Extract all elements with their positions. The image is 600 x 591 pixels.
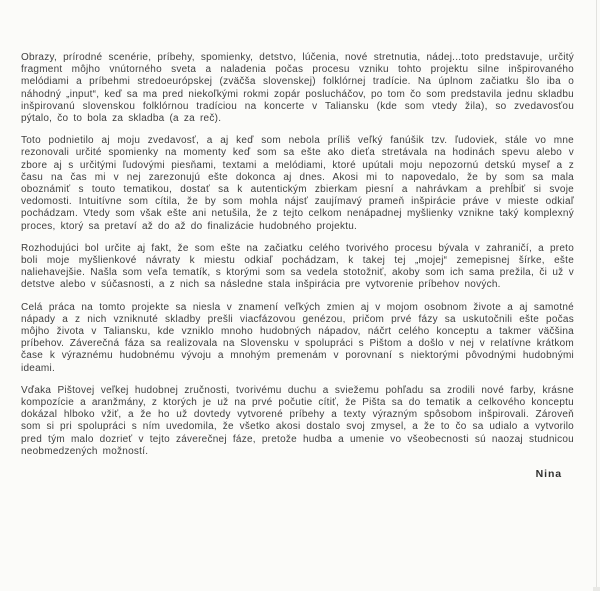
scan-edge-line — [596, 0, 598, 591]
paragraph-1: Obrazy, prírodné scenérie, príbehy, spomienky, detstvo, lúčenia, nové stretnutia, nádej...toto predstavuje, určitý fragment môjho vnútorného sveta a naladenia počas procesu vzniku tohto projektu silne inšpirovaného melódiami a príbehmi stredoeurópskej (zväčša slovenskej) folklórnej tradície. Na úplnom začiatku šlo iba o náhodný „input“, keď sa ma pred niekoľkými rokmi zopár poslucháčov, po tom čo som predstavila jednu skladbu inšpirovanú slovenskou folklórnou tradíciou na koncerte v Taliansku (kde som vtedy žila), so zvedavosťou pýtalo, čo to bola za skladba (a za reč). — [21, 52, 574, 125]
liner-notes-text — [21, 52, 574, 480]
paragraph-2: Toto podnietilo aj moju zvedavosť, a aj keď som nebola príliš veľký fanúšik tzv. ľudoviek, stále vo mne rezonovali určité spomienky na momenty keď som sa ešte ako dieťa stretávala na hodinách spevu alebo v zbore aj s určitými ľudovými piesňami, textami a melódiami, ktoré upútali moju nepozornú detskú myseľ a z času na čas mi v nej zarezonujú ešte dokonca aj dnes. Akosi mi to napovedalo, že by som sa mala oboznámiť s touto tematikou, dostať sa k autentickým zbierkam piesní a nahrávkam a prehĺbiť si svoje vedomosti. Intuitívne som cítila, že by som mohla nájsť zaujímavý prameň inšpirácie práve v mieste odkiaľ pochádzam. Vtedy som však ešte ani netušila, že z tejto celkom nenápadnej myšlienky vznikne taký komplexný proces, ktorý sa pretaví až do až do finalizácie hudobného projektu. — [21, 135, 574, 232]
scan-corner-artifact — [593, 587, 600, 591]
author-signature: Nina — [535, 468, 562, 481]
paragraph-4: Celá práca na tomto projekte sa niesla v znamení veľkých zmien aj v mojom osobnom živote a aj samotné nápady a z nich vzniknuté skladby prešli viacfázovou genézou, pričom prvé fázy sa uskutočnili ešte počas môjho života v Taliansku, kde vzniklo mnoho hudobných nápadov, náčrt celého konceptu a takmer väčšina príbehov. Záverečná fáza sa realizovala na Slovensku v spolupráci s Pištom a došlo v nej v relatívne krátkom čase k výraznému hudobnému vývoju a mnohým premenám v porovnaní s niektorými pôvodnými hudobnými ideami. — [21, 301, 574, 374]
paragraph-3: Rozhodujúci bol určite aj fakt, že som ešte na začiatku celého tvorivého procesu bývala v zahraničí, a preto boli moje myšlienkové návraty k miestu odkiaľ pochádzam, k takej tej „mojej“ zemepisnej šírke, ešte naliehavejšie. Našla som veľa tematík, s ktorými som sa vedela stotožniť, akoby som ich sama prežila, či už v detstve alebo v súčasnosti, a z nich sa následne stala inšpirácia pre vytvorenie príbehov nových. — [21, 242, 574, 291]
paragraph-5: Vďaka Pištovej veľkej hudobnej zručnosti, tvorivému duchu a sviežemu pohľadu sa zrodili nové farby, krásne kompozície a aranžmány, z ktorých je už na prvé počutie cítiť, že Pišta sa do tematik a celkového konceptu dokázal hlboko vžiť, a že ho už dovtedy vytvorené príbehy a texty výrazným spôsobom inšpirovali. Zároveň som si pri spolupráci s ním uvedomila, že všetko akosi dostalo svoj zmysel, a že to čo sa udialo a vytvorilo pred tým malo dozrieť v tejto záverečnej fáze, pretože hudba a umenie vo všeobecnosti sú naozaj studnicou neobmedzených možností. — [21, 384, 574, 457]
